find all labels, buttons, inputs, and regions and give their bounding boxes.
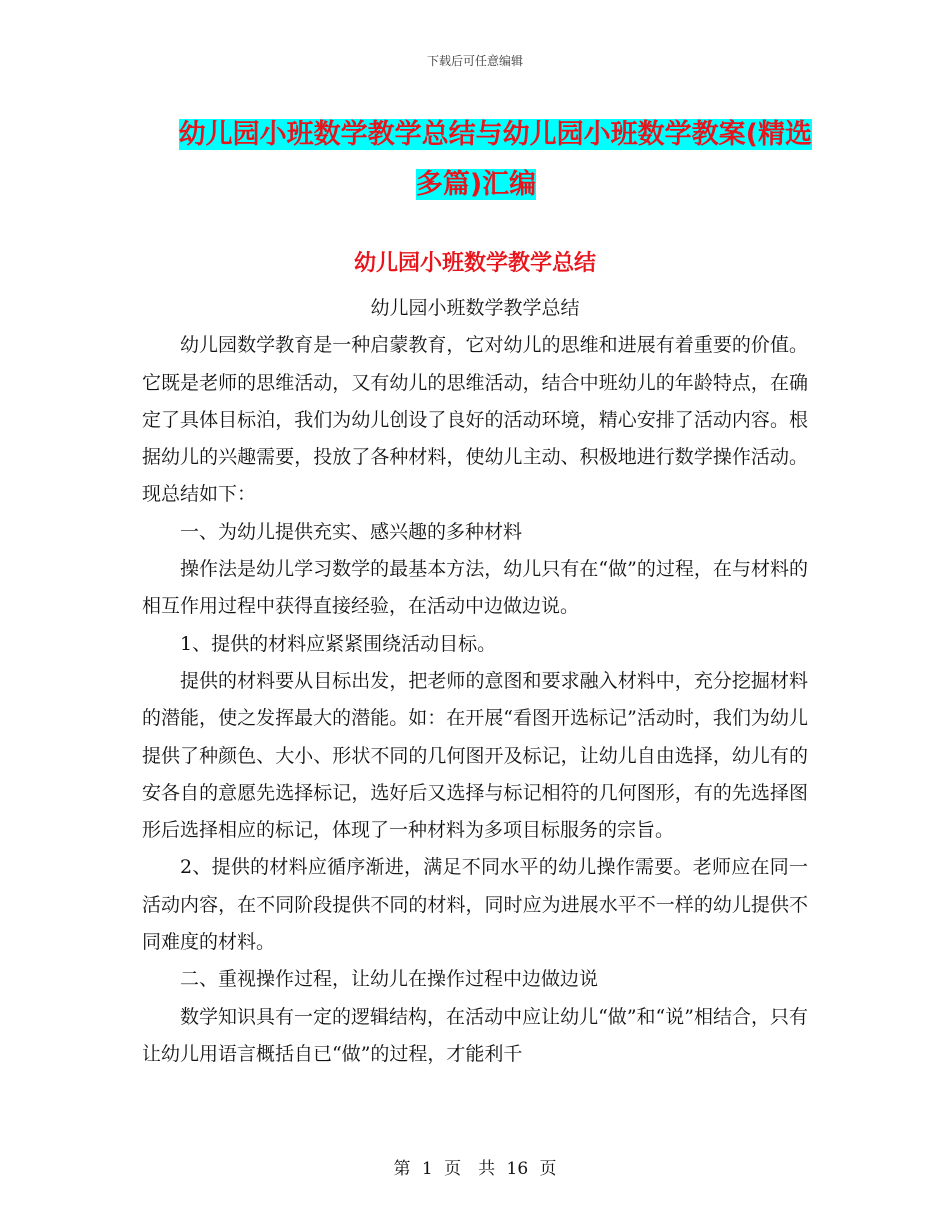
title-highlight-1: 幼儿园小班数学教学总结与幼儿园小班数学教案(精选 — [178, 119, 812, 150]
document-title — [140, 110, 812, 210]
document-title-line-1 — [140, 110, 812, 160]
paragraph: 二、重视操作过程，让幼儿在操作过程中边做边说 — [180, 968, 599, 991]
footer-suffix: 页 — [539, 1159, 557, 1179]
paragraph: 数学知识具有一定的逻辑结构，在活动中应让幼儿“做”和“说”相结合，只有让幼儿用语言概括自已“做”的过程，才能利千 — [142, 1005, 808, 1065]
section-title: 幼儿园小班数学教学总结 — [353, 251, 596, 276]
page-footer — [0, 1154, 950, 1179]
paragraph: 1、提供的材料应紧紧围绕活动目标。 — [180, 632, 497, 655]
footer-total-pages: 16 — [506, 1159, 529, 1179]
title-highlight-2: 多篇)汇编 — [415, 169, 537, 200]
document-body — [142, 290, 808, 1073]
paragraph: 操作法是幼儿学习数学的最基本方法，幼儿只有在“做”的过程，在与材料的相互作用过程中获得直接经验，在活动中边做边说。 — [142, 558, 808, 618]
paragraph: 2、提供的材料应循序渐进，满足不同水平的幼儿操作需要。老师应在同一活动内容，在不同阶段提供不同的材料，同时应为进展水平不一样的幼儿提供不同难度的材料。 — [142, 856, 808, 954]
footer-page-number: 1 — [421, 1159, 433, 1179]
paragraph: 一、为幼儿提供充实、感兴趣的多种材料 — [180, 520, 523, 543]
footer-prefix: 第 — [393, 1159, 411, 1179]
paragraph: 幼儿园数学教育是一种启蒙教育，它对幼儿的思维和进展有着重要的价值。它既是老师的思维活动，又有幼儿的思维活动，结合中班幼儿的年龄特点，在确定了具体目标泊，我们为幼儿创设了良好的活动环境，精心安排了活动内容。根据幼儿的兴趣需要，投放了各种材料，使幼儿主动、积极地进行数学操作活动。现总结如下： — [142, 334, 808, 506]
header-note: 下载后可任意编辑 — [426, 54, 523, 68]
subtitle: 幼儿园小班数学教学总结 — [370, 297, 580, 319]
paragraph: 提供的材料要从目标出发，把老师的意图和要求融入材料中，充分挖掘材料的潜能，使之发挥最大的潜能。如：在开展“看图开选标记”活动时，我们为幼儿提供了种颜色、大小、形状不同的几何图开及标记，让幼儿自由选择，幼儿有的安各自的意愿先选择标记，选好后又选择与标记相符的几何图形，有的先选择图形后选择相应的标记，体现了一种材料为多项目标服务的宗旨。 — [142, 669, 808, 842]
footer-mid: 页 共 — [444, 1159, 496, 1179]
document-title-line-2 — [140, 160, 812, 210]
